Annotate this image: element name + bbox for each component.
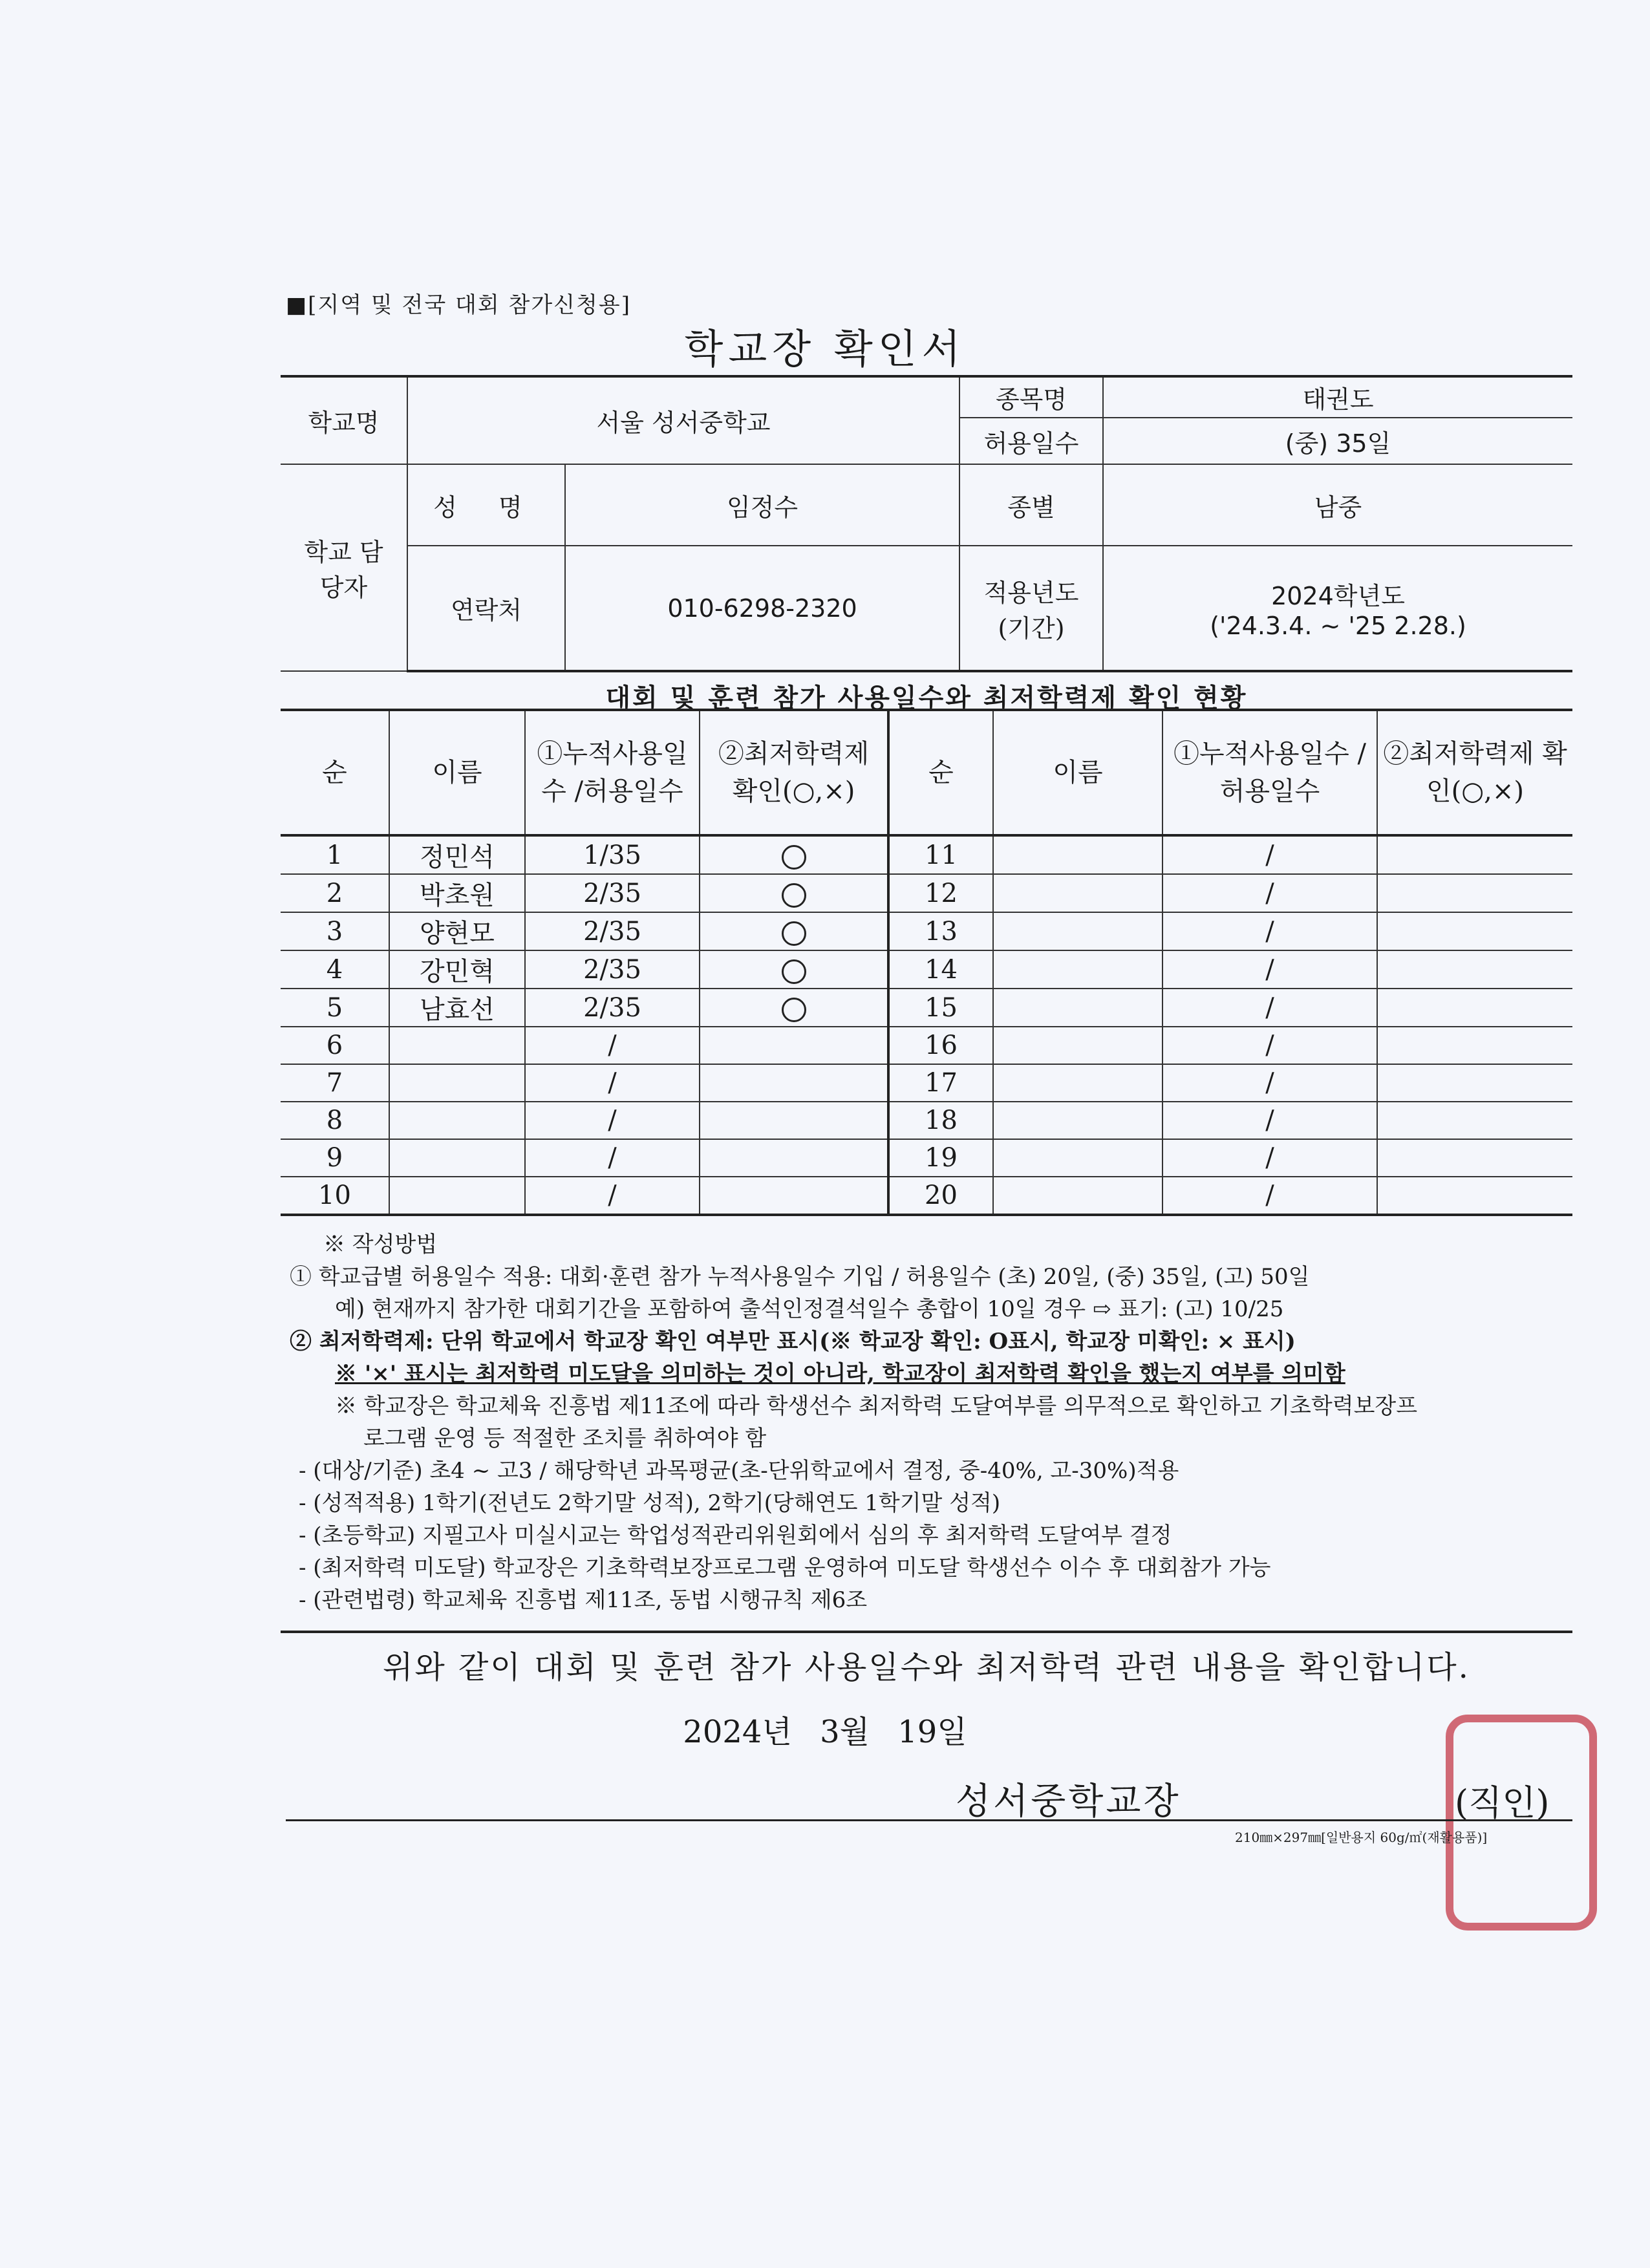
cell-order: 17 <box>888 1064 993 1102</box>
cell-days: / <box>1162 989 1377 1027</box>
name-label: 성 명 <box>407 464 565 546</box>
roster-body <box>281 835 1572 1215</box>
school-name: 서울 성서중학교 <box>407 376 959 464</box>
cell-days: / <box>1162 874 1377 912</box>
principal-title: 성서중학교장 <box>956 1781 1181 1823</box>
cell-order: 6 <box>281 1027 389 1064</box>
cell-name <box>993 1102 1162 1139</box>
cell-name: 양현모 <box>389 912 525 950</box>
cell-academic <box>1377 989 1572 1027</box>
cell-order: 10 <box>281 1177 389 1215</box>
cell-academic <box>700 1139 888 1177</box>
confirmation-statement: 위와 같이 대회 및 훈련 참가 사용일수와 최저학력 관련 내용을 확인합니다. <box>281 1631 1572 1687</box>
cell-order: 18 <box>888 1102 993 1139</box>
cell-name <box>993 835 1162 874</box>
cell-order: 14 <box>888 950 993 989</box>
cell-days: / <box>1162 835 1377 874</box>
cell-days: / <box>525 1177 700 1215</box>
cell-order: 16 <box>888 1027 993 1064</box>
cell-order: 4 <box>281 950 389 989</box>
detail-3: - (초등학교) 지필고사 미실시교는 학업성적관리위원회에서 심의 후 최저학력 도달여부 결정 <box>299 1523 1172 1548</box>
year-period: ('24.3.4. ~ '25 2.28.) <box>1210 612 1466 640</box>
detail-2: - (성적적용) 1학기(전년도 2학기말 성적), 2학기(당해연도 1학기말 성적) <box>299 1490 1001 1516</box>
cell-name <box>993 989 1162 1027</box>
cell-order: 8 <box>281 1102 389 1139</box>
cell-name <box>993 912 1162 950</box>
cell-days: / <box>525 1027 700 1064</box>
cell-days: / <box>1162 1027 1377 1064</box>
cell-name <box>389 1177 525 1215</box>
cell-academic <box>1377 912 1572 950</box>
cell-order: 3 <box>281 912 389 950</box>
cell-days: 2/35 <box>525 950 700 989</box>
cell-academic <box>700 874 888 912</box>
cell-name: 정민석 <box>389 835 525 874</box>
table-row <box>281 874 1572 912</box>
issue-date: 2024년 3월 19일 <box>683 1714 967 1750</box>
table-row <box>281 1177 1572 1215</box>
cell-name <box>389 1139 525 1177</box>
contact-value: 010-6298-2320 <box>565 546 959 671</box>
cell-name <box>993 950 1162 989</box>
cell-academic <box>1377 1102 1572 1139</box>
event-label: 종목명 <box>959 376 1103 418</box>
cell-academic <box>700 912 888 950</box>
manager-label: 학교 담당자 <box>281 464 407 671</box>
contact-label: 연락처 <box>407 546 565 671</box>
circle-mark <box>782 998 806 1022</box>
cell-academic <box>1377 1027 1572 1064</box>
event-value: 태권도 <box>1103 376 1572 418</box>
cell-days: / <box>1162 1064 1377 1102</box>
gender-value: 남중 <box>1103 464 1572 546</box>
cell-academic <box>700 1102 888 1139</box>
table-row <box>281 835 1572 874</box>
document-title: 학교장 확인서 <box>684 325 966 372</box>
header-days: ①누적사용일수 /허용일수 <box>1162 710 1377 835</box>
cell-academic <box>700 989 888 1027</box>
cell-name: 강민혁 <box>389 950 525 989</box>
cell-academic <box>1377 1177 1572 1215</box>
header-order: 순 <box>281 710 389 835</box>
table-row <box>281 1064 1572 1102</box>
cell-days: / <box>1162 950 1377 989</box>
note-2: ② 최저학력제: 단위 학교에서 학교장 확인 여부만 표시(※ 학교장 확인: O표시, 학교장 미확인: × 표시) <box>290 1329 1296 1354</box>
year-cell <box>1103 546 1572 671</box>
cell-order: 5 <box>281 989 389 1027</box>
school-label: 학교명 <box>281 376 407 464</box>
cell-academic <box>700 835 888 874</box>
cell-name <box>993 1027 1162 1064</box>
year-value: 2024학년도 <box>1271 582 1405 610</box>
cell-days: / <box>525 1064 700 1102</box>
document-label: ■[지역 및 전국 대회 참가신청용] <box>286 292 632 318</box>
cell-academic <box>1377 874 1572 912</box>
cell-order: 7 <box>281 1064 389 1102</box>
cell-academic <box>1377 1064 1572 1102</box>
cell-order: 15 <box>888 989 993 1027</box>
cell-order: 2 <box>281 874 389 912</box>
table-row <box>281 950 1572 989</box>
note-1-example: 예) 현재까지 참가한 대회기간을 포함하여 출석인정결석일수 총합이 10일 경우 ⇨ 표기: (고) 10/25 <box>335 1296 1284 1322</box>
cell-order: 20 <box>888 1177 993 1215</box>
cell-academic <box>700 1064 888 1102</box>
header-name: 이름 <box>389 710 525 835</box>
cell-academic <box>1377 950 1572 989</box>
status-title: 대회 및 훈련 참가 사용일수와 최저학력제 확인 현황 <box>605 683 1248 713</box>
note-2-b-cont: 로그램 운영 등 적절한 조치를 취하여야 함 <box>363 1426 767 1451</box>
cell-days: / <box>1162 1102 1377 1139</box>
cell-name <box>993 874 1162 912</box>
note-2-a: ※ '×' 표시는 최저학력 미도달을 의미하는 것이 아니라, 학교장이 최저학력 확인을 했는지 여부를 의미함 <box>335 1361 1345 1387</box>
table-row <box>281 989 1572 1027</box>
header-order: 순 <box>888 710 993 835</box>
gender-label: 종별 <box>959 464 1103 546</box>
cell-academic <box>700 1027 888 1064</box>
cell-name: 박초원 <box>389 874 525 912</box>
seal-mark: (직인) <box>1455 1782 1550 1823</box>
cell-days: 2/35 <box>525 989 700 1027</box>
circle-mark <box>782 883 806 908</box>
cell-academic <box>1377 1139 1572 1177</box>
table-row <box>281 912 1572 950</box>
cell-order: 1 <box>281 835 389 874</box>
cell-days: 1/35 <box>525 835 700 874</box>
cell-name <box>993 1177 1162 1215</box>
note-2-b: ※ 학교장은 학교체육 진흥법 제11조에 따라 학생선수 최저학력 도달여부를 의무적으로 확인하고 기초학력보장프 <box>335 1393 1418 1419</box>
cell-name <box>993 1139 1162 1177</box>
cell-name <box>389 1064 525 1102</box>
info-table <box>281 375 1572 672</box>
allowed-days-label: 허용일수 <box>959 418 1103 464</box>
instructions <box>290 1228 1576 1616</box>
cell-order: 11 <box>888 835 993 874</box>
cell-days: / <box>525 1102 700 1139</box>
cell-days: 2/35 <box>525 912 700 950</box>
circle-mark <box>782 845 806 870</box>
detail-4: - (최저학력 미도달) 학교장은 기초학력보장프로그램 운영하여 미도달 학생선수 이수 후 대회참가 가능 <box>299 1555 1271 1581</box>
detail-5: - (관련법령) 학교체육 진흥법 제11조, 동법 시행규칙 제6조 <box>299 1587 868 1613</box>
cell-order: 12 <box>888 874 993 912</box>
year-label: 적용년도 (기간) <box>959 546 1103 671</box>
cell-days: / <box>1162 1177 1377 1215</box>
cell-name <box>389 1027 525 1064</box>
header-academic: ②최저학력제 확인(○,×) <box>700 710 888 835</box>
cell-days: / <box>1162 1139 1377 1177</box>
roster-table <box>281 709 1572 1216</box>
cell-academic <box>700 950 888 989</box>
header-name: 이름 <box>993 710 1162 835</box>
cell-name <box>389 1102 525 1139</box>
cell-name: 남효선 <box>389 989 525 1027</box>
detail-1: - (대상/기준) 초4 ~ 고3 / 해당학년 과목평균(초-단위학교에서 결정, 중-40%, 고-30%)적용 <box>299 1458 1179 1484</box>
cell-order: 19 <box>888 1139 993 1177</box>
circle-mark <box>782 959 806 984</box>
cell-order: 9 <box>281 1139 389 1177</box>
cell-order: 13 <box>888 912 993 950</box>
cell-days: / <box>525 1139 700 1177</box>
cell-academic <box>1377 835 1572 874</box>
cell-days: / <box>1162 912 1377 950</box>
paper-spec-note: 210㎜×297㎜[일반용지 60g/㎡(재활용품)] <box>1235 1830 1488 1845</box>
note-1: ① 학교급별 허용일수 적용: 대회·훈련 참가 누적사용일수 기입 / 허용일수 (초) 20일, (중) 35일, (고) 50일 <box>290 1264 1310 1290</box>
allowed-days-value: (중) 35일 <box>1103 418 1572 464</box>
cell-academic <box>700 1177 888 1215</box>
header-days: ①누적사용일수 /허용일수 <box>525 710 700 835</box>
circle-mark <box>782 921 806 946</box>
table-row <box>281 1139 1572 1177</box>
bottom-rule <box>286 1819 1572 1821</box>
name-value: 임정수 <box>565 464 959 546</box>
cell-name <box>993 1064 1162 1102</box>
cell-days: 2/35 <box>525 874 700 912</box>
table-row <box>281 1027 1572 1064</box>
notes-heading: ※ 작성방법 <box>323 1232 438 1257</box>
header-academic: ②최저학력제 확인(○,×) <box>1377 710 1572 835</box>
table-row <box>281 1102 1572 1139</box>
